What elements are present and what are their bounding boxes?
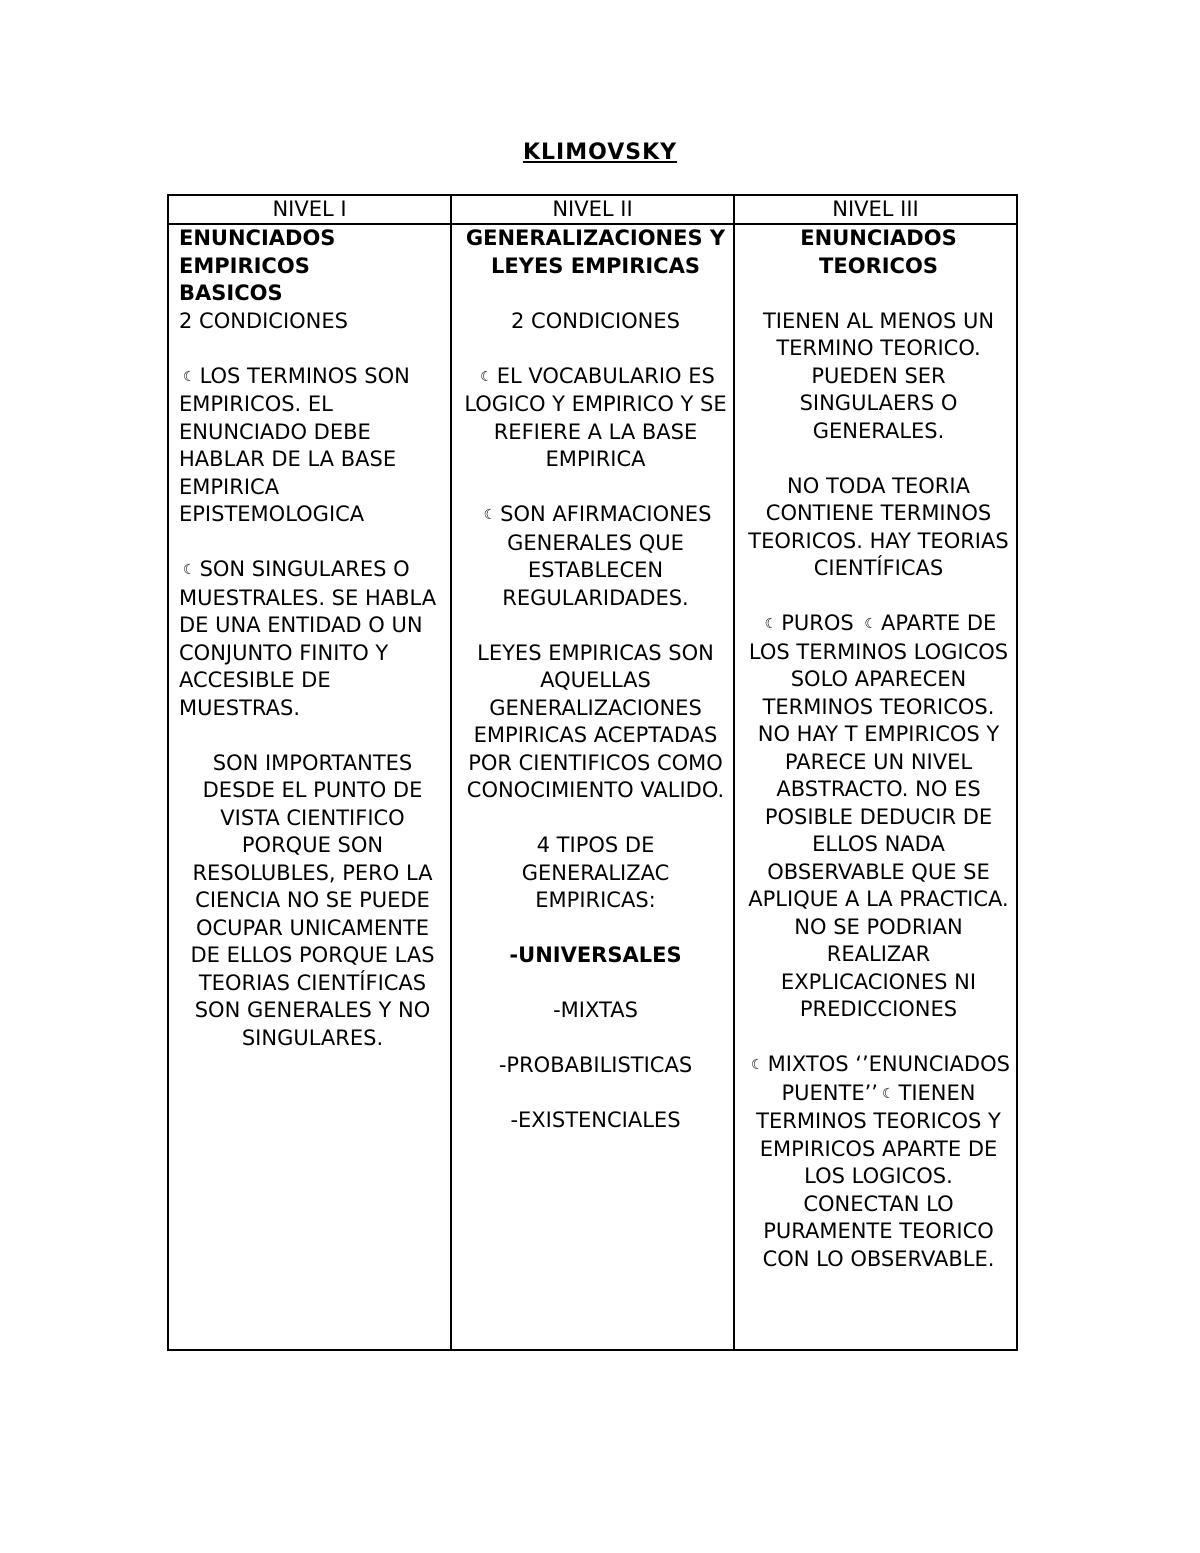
levels-table [167, 194, 1018, 1351]
moon-bullet-icon: ☾ [864, 616, 877, 632]
page-title: KLIMOVSKY [522, 140, 678, 165]
nivel-2-conditions-label: 2 CONDICIONES [511, 308, 680, 333]
nivel-2-types-intro: 4 TIPOS DE GENERALIZAC EMPIRICAS: [521, 833, 670, 912]
header-nivel-1: NIVEL I [168, 195, 451, 224]
moon-bullet-icon: ☾ [881, 1085, 895, 1102]
nivel-2-type-2: -MIXTAS [553, 998, 638, 1022]
nivel-1-heading-line2: EMPIRICOS [179, 253, 310, 278]
nivel-2-type-1: -UNIVERSALES [509, 943, 682, 967]
nivel-3-pure: ☾ PUROS ☾ APARTE DE LOS TERMINOS LOGICOS SOLO APARECEN TERMINOS TEORICOS. NO HAY T EMPIRICOS Y PARECE UN NIVEL ABSTRACTO. NO ES POSIBLE DEDUCIR DE ELLOS NADA OBSERVABLE QUE SE APLIQUE A LA PRACTICA. NO SE PODRIAN REALIZAR EXPLICACIONES NI PREDICCIONES [748, 611, 1009, 1021]
moon-bullet-icon: ☾ [480, 368, 493, 385]
cell-nivel-3 [734, 224, 1017, 1350]
nivel-1-condition-2: ☾ SON SINGULARES O MUESTRALES. SE HABLA DE UNA ENTIDAD O UN CONJUNTO FINITO Y ACCESIBLE DE MUESTRAS. [179, 557, 437, 720]
nivel-1-condition-1: ☾ LOS TERMINOS SON EMPIRICOS. EL ENUNCIADO DEBE HABLAR DE LA BASE EMPIRICA EPISTEMOLOGICA [179, 363, 410, 526]
cell-nivel-1 [168, 224, 451, 1350]
nivel-3-note: NO TODA TEORIA CONTIENE TERMINOS TEORICOS. HAY TEORIAS CIENTÍFICAS [748, 473, 1009, 580]
nivel-2-type-3: -PROBABILISTICAS [498, 1053, 693, 1077]
nivel-1-conditions-label: 2 CONDICIONES [179, 308, 348, 333]
nivel-3-heading-line2: TEORICOS [819, 253, 938, 278]
moon-bullet-icon: ☾ [751, 1057, 764, 1073]
nivel-2-condition-2: ☾ SON AFIRMACIONES GENERALES QUE ESTABLECEN REGULARIDADES. [483, 502, 712, 610]
nivel-1-heading-line1: ENUNCIADOS [179, 226, 336, 250]
nivel-3-heading-line1: ENUNCIADOS [800, 226, 957, 250]
cell-nivel-2 [451, 224, 734, 1350]
nivel-1-importance: SON IMPORTANTES DESDE EL PUNTO DE VISTA CIENTIFICO PORQUE SON RESOLUBLES, PERO LA CIENCIA NO SE PUEDE OCUPAR UNICAMENTE DE ELLOS PORQUE LAS TEORIAS CIENTÍFICAS SON GENERALES Y NO SINGULARES. [190, 750, 435, 1050]
nivel-3-intro: TIENEN AL MENOS UN TERMINO TEORICO. PUEDEN SER SINGULAERS O GENERALES. [762, 308, 995, 443]
table-row [168, 224, 1017, 1350]
nivel-2-heading: GENERALIZACIONES Y LEYES EMPIRICAS [465, 226, 726, 278]
header-nivel-2: NIVEL II [451, 195, 734, 224]
moon-bullet-icon: ☾ [183, 368, 196, 385]
nivel-1-heading-line3: BASICOS [179, 281, 283, 305]
moon-bullet-icon: ☾ [183, 562, 196, 578]
moon-bullet-icon: ☾ [764, 616, 778, 632]
table-header-row [168, 195, 1017, 224]
nivel-2-laws: LEYES EMPIRICAS SON AQUELLAS GENERALIZACIONES EMPIRICAS ACEPTADAS POR CIENTIFICOS COMO CONOCIMIENTO VALIDO. [466, 640, 725, 802]
nivel-2-condition-1: ☾ EL VOCABULARIO ES LOGICO Y EMPIRICO Y SE REFIERE A LA BASE EMPIRICA [464, 363, 727, 471]
moon-bullet-icon: ☾ [483, 507, 497, 523]
nivel-3-mixed: ☾ MIXTOS ‘’ENUNCIADOS PUENTE’’ ☾ TIENEN TERMINOS TEORICOS Y EMPIRICOS APARTE DE LOS LOGICOS. CONECTAN LO PURAMENTE TEORICO CON LO OBSERVABLE. [751, 1052, 1010, 1271]
header-nivel-3: NIVEL III [734, 195, 1017, 224]
nivel-2-type-4: -EXISTENCIALES [510, 1108, 681, 1132]
